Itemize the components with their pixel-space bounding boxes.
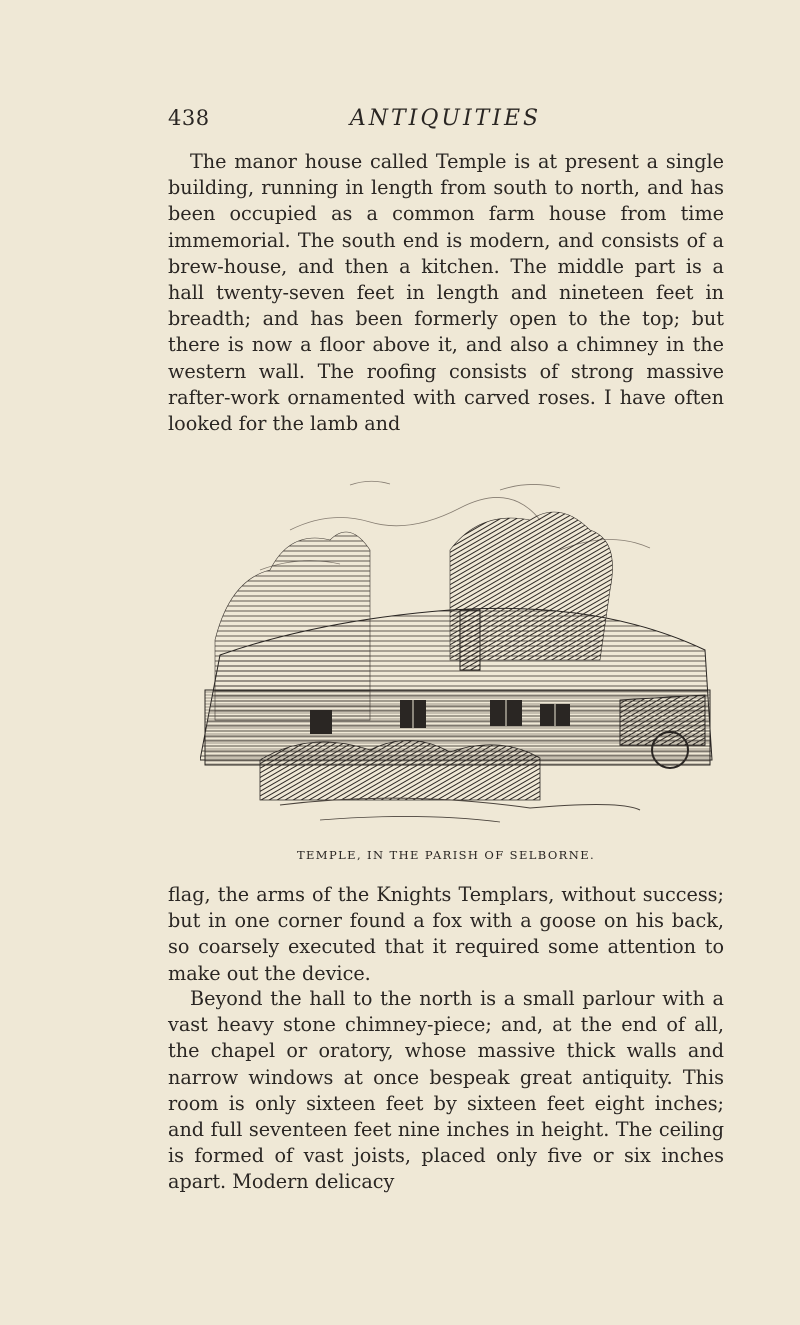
paragraph-knights-templars: flag, the arms of the Knights Templars, without success; but in one corner found a fox with a goose on his back, so coarsely executed that it required some attention to make out the device. <box>168 883 724 985</box>
paragraph-parlour-chapel: Beyond the hall to the north is a small parlour with a vast heavy stone chimney-piece; and, at the end of all, the chapel or oratory, whose massive thick walls and narrow windows at once bespeak great antiquity. This room is only sixteen feet by sixteen feet eight inches; and full seventeen feet nine inches in height. The ceiling is formed of vast joists, placed only five or six inches apart. Modern delicacy <box>168 987 724 1194</box>
engraving-illustration <box>200 460 720 840</box>
running-head: ANTIQUITIES <box>349 106 542 131</box>
page-number: 438 <box>168 106 210 130</box>
page-header <box>168 106 723 136</box>
figure-caption: TEMPLE, IN THE PARISH OF SELBORNE. <box>296 848 596 862</box>
paragraph-manor-house: The manor house called Temple is at present a single building, running in length from south to north, and has been occupied as a common farm house from time immemorial. The south end is modern, and consists of a brew-house, and then a kitchen. The middle part is a hall twenty-seven feet in length and nineteen feet in breadth; and has been formerly open to the top; but there is now a floor above it, and also a chimney in the western wall. The roofing consists of strong massive rafter-work ornamented with carved roses. I have often looked for the lamb and <box>168 150 724 436</box>
